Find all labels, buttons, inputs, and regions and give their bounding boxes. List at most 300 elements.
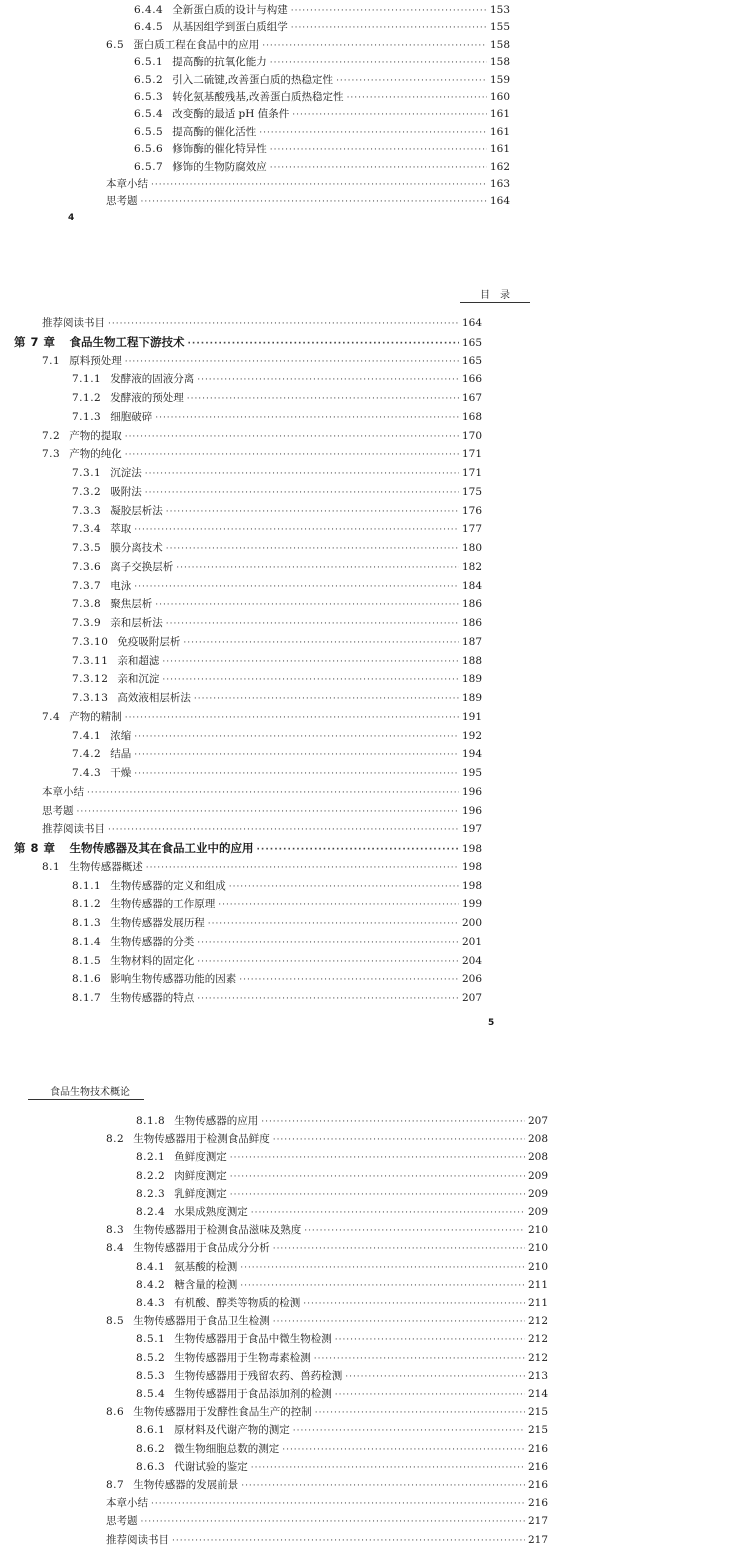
toc-entry[interactable] [42, 804, 482, 818]
toc-entry-title: 有机酸、醇类等物质的检测 [174, 1297, 301, 1309]
leader-dots [162, 655, 459, 669]
toc-entry-page: 189 [461, 673, 482, 685]
toc-entry[interactable] [134, 107, 510, 121]
toc-entry-number: 7.4.3 [72, 767, 102, 779]
leader-dots [151, 178, 487, 192]
toc-entry[interactable] [134, 125, 510, 139]
toc-entry-number: 8.6.3 [136, 1461, 166, 1473]
toc-entry-title: 沉淀法 [110, 467, 142, 479]
toc-entry[interactable] [42, 429, 482, 443]
toc-entry-title: 吸附法 [110, 486, 142, 498]
toc-entry-number: 7.3.4 [72, 523, 102, 535]
leader-dots [176, 561, 459, 575]
leader-dots [273, 1315, 525, 1329]
leader-dots [166, 542, 459, 556]
toc-entry-title: 改变酶的最适 pH 值条件 [172, 108, 290, 120]
leader-dots [336, 74, 487, 88]
leader-dots [251, 1206, 525, 1220]
toc-entry[interactable] [136, 1205, 548, 1219]
leader-dots [261, 1115, 525, 1129]
toc-entry[interactable] [136, 1442, 548, 1456]
toc-entry-page: 191 [461, 711, 482, 723]
leader-dots [303, 1297, 525, 1311]
leader-dots [125, 355, 459, 369]
toc-entry-page: 177 [461, 523, 482, 535]
leader-dots [218, 898, 459, 912]
toc-entry[interactable] [106, 1405, 548, 1419]
toc-entry-title: 原材料及代谢产物的测定 [174, 1424, 290, 1436]
toc-entry-page: 210 [527, 1261, 548, 1273]
toc-entry-number: 7.3.13 [72, 692, 109, 704]
toc-entry[interactable] [136, 1114, 548, 1128]
toc-entry[interactable] [136, 1460, 548, 1474]
toc-entry-title: 发酵液的固液分离 [110, 373, 195, 385]
toc-entry-page: 208 [527, 1151, 548, 1163]
toc-entry[interactable] [72, 972, 482, 986]
toc-chapter-entry[interactable] [14, 841, 482, 855]
toc-entry-page: 175 [461, 486, 482, 498]
toc-entry-number: 7.3.2 [72, 486, 102, 498]
toc-entry-page: 192 [461, 730, 482, 742]
toc-entry-page: 215 [527, 1424, 548, 1436]
leader-dots [197, 955, 459, 969]
toc-entry-page: 216 [527, 1479, 548, 1491]
toc-entry-number: 7.3.12 [72, 673, 109, 685]
leader-dots [293, 1424, 525, 1438]
toc-entry[interactable] [72, 879, 482, 893]
leader-dots [166, 505, 459, 519]
toc-entry[interactable] [136, 1169, 548, 1183]
toc-entry[interactable] [106, 38, 510, 52]
toc-entry[interactable] [42, 822, 482, 836]
toc-entry[interactable] [136, 1387, 548, 1401]
toc-entry-page: 197 [461, 823, 482, 835]
toc-entry-title: 生物传感器的特点 [110, 992, 195, 1004]
toc-entry-number: 8.6.2 [136, 1443, 166, 1455]
leader-dots [141, 195, 487, 209]
toc-entry[interactable] [72, 654, 482, 668]
toc-entry[interactable] [72, 935, 482, 949]
toc-entry-number: 8.4.2 [136, 1279, 166, 1291]
toc-entry-title: 生物传感器用于食品中微生物检测 [174, 1333, 332, 1345]
toc-entry[interactable] [134, 73, 510, 87]
toc-entry-number: 8.2.2 [136, 1170, 166, 1182]
toc-entry-page: 184 [461, 580, 482, 592]
page-number-4: 4 [68, 213, 75, 223]
toc-entry-number: 7.3.8 [72, 598, 102, 610]
toc-entry-title: 提高酶的抗氧化能力 [172, 56, 267, 68]
toc-entry-number: 8.5.2 [136, 1352, 166, 1364]
toc-entry-number: 8.1.3 [72, 917, 102, 929]
leader-dots [134, 580, 459, 594]
toc-entry-page: 182 [461, 561, 482, 573]
leader-dots [270, 161, 487, 175]
toc-entry[interactable] [106, 1314, 548, 1328]
toc-entry-title: 萃取 [110, 523, 132, 535]
leader-dots [134, 730, 459, 744]
toc-entry-page: 189 [461, 692, 482, 704]
toc-entry-page: 160 [489, 91, 510, 103]
toc-entry-title: 思考题 [42, 805, 74, 817]
toc-entry[interactable] [72, 691, 482, 705]
leader-dots [239, 973, 459, 987]
leader-dots [125, 448, 459, 462]
toc-entry[interactable] [136, 1351, 548, 1365]
toc-entry[interactable] [106, 194, 510, 208]
toc-entry-number: 7.3.6 [72, 561, 102, 573]
toc-entry-number: 6.5.3 [134, 91, 164, 103]
leader-dots [194, 692, 459, 706]
leader-dots [187, 392, 459, 406]
toc-entry-title: 生物传感器的分类 [110, 936, 195, 948]
toc-entry-number: 8.5.4 [136, 1388, 166, 1400]
toc-entry[interactable] [106, 1132, 548, 1146]
leader-dots [241, 1479, 525, 1493]
toc-entry-title: 代谢试验的鉴定 [174, 1461, 248, 1473]
toc-entry-title: 肉鲜度测定 [174, 1170, 227, 1182]
leader-dots [347, 91, 487, 105]
toc-entry-number: 7.1.3 [72, 411, 102, 423]
toc-entry[interactable] [106, 1478, 548, 1492]
toc-entry-title: 生物传感器用于食品添加剂的检测 [174, 1388, 332, 1400]
leader-dots [240, 1279, 525, 1293]
toc-entry-page: 198 [461, 880, 482, 892]
toc-entry-page: 212 [527, 1333, 548, 1345]
leader-dots [262, 39, 487, 53]
toc-entry[interactable] [136, 1423, 548, 1437]
toc-entry-number: 8.5.1 [136, 1333, 166, 1345]
toc-entry[interactable] [134, 90, 510, 104]
toc-entry-title: 细胞破碎 [110, 411, 153, 423]
toc-entry-page: 158 [489, 39, 510, 51]
toc-entry-page: 159 [489, 74, 510, 86]
toc-entry-title: 浓缩 [110, 730, 132, 742]
leader-dots [145, 486, 459, 500]
toc-entry-page: 163 [489, 178, 510, 190]
toc-entry[interactable] [136, 1187, 548, 1201]
toc-entry-page: 198 [461, 861, 482, 873]
toc-entry-number: 7.4.2 [72, 748, 102, 760]
leader-dots [230, 1188, 525, 1202]
toc-entry-number: 8.2.1 [136, 1151, 166, 1163]
toc-entry-page: 216 [527, 1497, 548, 1509]
toc-entry[interactable] [134, 20, 510, 34]
leader-dots [335, 1333, 525, 1347]
leader-dots [77, 805, 459, 819]
toc-entry-title: 推荐阅读书目 [106, 1534, 169, 1546]
toc-entry-title: 生物传感器概述 [69, 861, 143, 873]
toc-entry-title: 免疫吸附层析 [117, 636, 181, 648]
toc-entry[interactable] [72, 410, 482, 424]
toc-entry-number: 第 8 章 [14, 841, 56, 855]
leader-dots [197, 373, 459, 387]
toc-entry-page: 212 [527, 1315, 548, 1327]
leader-dots [208, 917, 459, 931]
leader-dots [291, 21, 487, 35]
page-number-5: 5 [488, 1018, 495, 1028]
running-head-book-title: 食品生物技术概论 [28, 1083, 144, 1100]
toc-entry-title: 转化氨基酸残基,改善蛋白质热稳定性 [172, 91, 344, 103]
toc-entry[interactable] [42, 316, 482, 330]
toc-entry[interactable] [72, 635, 482, 649]
toc-entry-page: 186 [461, 617, 482, 629]
toc-entry[interactable] [72, 522, 482, 536]
toc-entry-page: 161 [489, 108, 510, 120]
toc-entry-title: 生物传感器用于检测食品鲜度 [133, 1133, 270, 1145]
toc-entry-page: 217 [527, 1515, 548, 1527]
toc-entry[interactable] [72, 672, 482, 686]
toc-entry-title: 生物传感器用于发酵性食品生产的控制 [133, 1406, 312, 1418]
toc-entry-number: 6.4.4 [134, 4, 164, 16]
toc-entry-page: 164 [489, 195, 510, 207]
toc-entry-title: 本章小结 [106, 1497, 148, 1509]
toc-entry-title: 生物传感器的发展前景 [133, 1479, 239, 1491]
leader-dots [315, 1406, 525, 1420]
toc-entry-number: 8.4.3 [136, 1297, 166, 1309]
leader-dots [197, 936, 459, 950]
toc-entry-title: 思考题 [106, 195, 138, 207]
toc-entry-title: 高效液相层析法 [117, 692, 191, 704]
toc-entry-title: 生物材料的固定化 [110, 955, 195, 967]
toc-entry-number: 7.2 [42, 430, 61, 442]
toc-entry-page: 201 [461, 936, 482, 948]
toc-entry-page: 171 [461, 448, 482, 460]
toc-entry-page: 166 [461, 373, 482, 385]
toc-entry[interactable] [72, 616, 482, 630]
toc-entry-page: 210 [527, 1242, 548, 1254]
toc-entry-number: 第 7 章 [14, 335, 56, 349]
toc-entry-number: 7.3.7 [72, 580, 102, 592]
toc-entry[interactable] [72, 916, 482, 930]
toc-entry-page: 161 [489, 143, 510, 155]
leader-dots [197, 992, 459, 1006]
toc-entry-title: 生物传感器的应用 [174, 1115, 259, 1127]
toc-entry[interactable] [72, 504, 482, 518]
running-head-contents: 目 录 [460, 286, 530, 303]
toc-entry[interactable] [136, 1369, 548, 1383]
toc-entry-title: 亲和层析法 [110, 617, 163, 629]
toc-entry-number: 8.2.4 [136, 1206, 166, 1218]
toc-entry-page: 213 [527, 1370, 548, 1382]
toc-entry[interactable] [72, 597, 482, 611]
toc-entry-title: 提高酶的催化活性 [172, 126, 257, 138]
toc-entry[interactable] [136, 1332, 548, 1346]
toc-entry-title: 原料预处理 [69, 355, 122, 367]
toc-entry-title: 本章小结 [42, 786, 84, 798]
toc-entry-number: 8.2.3 [136, 1188, 166, 1200]
toc-entry[interactable] [134, 142, 510, 156]
toc-entry-title: 水果成熟度测定 [174, 1206, 248, 1218]
toc-entry-title: 产物的提取 [69, 430, 122, 442]
toc-entry-number: 8.5.3 [136, 1370, 166, 1382]
toc-entry[interactable] [72, 729, 482, 743]
toc-entry[interactable] [106, 177, 510, 191]
toc-entry-number: 7.4.1 [72, 730, 102, 742]
toc-entry-page: 164 [461, 317, 482, 329]
toc-entry-number: 8.1.4 [72, 936, 102, 948]
toc-entry-page: 216 [527, 1443, 548, 1455]
toc-entry[interactable] [72, 954, 482, 968]
leader-dots [240, 1261, 525, 1275]
toc-entry-title: 发酵液的预处理 [110, 392, 184, 404]
toc-entry-page: 196 [461, 805, 482, 817]
toc-entry[interactable] [72, 466, 482, 480]
leader-dots [87, 786, 459, 800]
toc-entry[interactable] [106, 1241, 548, 1255]
toc-entry-number: 7.3.5 [72, 542, 102, 554]
toc-entry-page: 170 [461, 430, 482, 442]
toc-entry-page: 196 [461, 786, 482, 798]
toc-entry-page: 200 [461, 917, 482, 929]
toc-entry-title: 推荐阅读书目 [42, 823, 105, 835]
toc-entry-title: 全新蛋白质的设计与构建 [172, 4, 288, 16]
toc-entry[interactable] [106, 1223, 548, 1237]
toc-entry-page: 214 [527, 1388, 548, 1400]
toc-entry[interactable] [42, 447, 482, 461]
toc-entry-title: 生物传感器用于食品成分分析 [133, 1242, 270, 1254]
leader-dots [335, 1388, 525, 1402]
leader-dots [291, 4, 487, 18]
leader-dots [270, 56, 487, 70]
toc-entry-number: 8.1.5 [72, 955, 102, 967]
toc-entry[interactable] [72, 747, 482, 761]
toc-entry[interactable] [42, 785, 482, 799]
leader-dots [230, 1151, 525, 1165]
leader-dots [314, 1352, 525, 1366]
toc-entry-page: 168 [461, 411, 482, 423]
toc-entry[interactable] [136, 1296, 548, 1310]
toc-entry[interactable] [72, 579, 482, 593]
toc-entry-title: 生物传感器用于检测食品滋味及熟度 [133, 1224, 302, 1236]
toc-entry-page: 165 [461, 337, 482, 349]
toc-entry-page: 165 [461, 355, 482, 367]
toc-entry-title: 从基因组学到蛋白质组学 [172, 21, 288, 33]
toc-entry-title: 离子交换层析 [110, 561, 174, 573]
toc-entry[interactable] [72, 766, 482, 780]
leader-dots [345, 1370, 525, 1384]
toc-entry[interactable] [72, 541, 482, 555]
toc-entry-page: 171 [461, 467, 482, 479]
toc-entry-page: 204 [461, 955, 482, 967]
toc-entry-number: 7.3 [42, 448, 61, 460]
toc-entry[interactable] [72, 560, 482, 574]
toc-entry[interactable] [136, 1260, 548, 1274]
toc-entry-number: 8.2 [106, 1133, 125, 1145]
toc-entry-title: 生物传感器用于食品卫生检测 [133, 1315, 270, 1327]
toc-entry-title: 电泳 [110, 580, 132, 592]
toc-entry[interactable] [106, 1533, 548, 1547]
toc-entry-number: 8.4.1 [136, 1261, 166, 1273]
toc-entry[interactable] [134, 55, 510, 69]
toc-entry-title: 膜分离技术 [110, 542, 163, 554]
toc-entry[interactable] [72, 372, 482, 386]
toc-entry[interactable] [134, 160, 510, 174]
toc-entry[interactable] [106, 1514, 548, 1528]
leader-dots [183, 636, 459, 650]
toc-entry-title: 蛋白质工程在食品中的应用 [133, 39, 260, 51]
toc-entry[interactable] [72, 991, 482, 1005]
toc-entry-title: 产物的纯化 [69, 448, 122, 460]
toc-entry[interactable] [134, 3, 510, 17]
leader-dots [257, 843, 459, 857]
leader-dots [188, 337, 459, 351]
toc-entry[interactable] [72, 485, 482, 499]
leader-dots [108, 317, 459, 331]
toc-entry[interactable] [42, 354, 482, 368]
toc-entry-number: 7.1.1 [72, 373, 102, 385]
toc-entry-page: 210 [527, 1224, 548, 1236]
toc-entry-number: 6.5.4 [134, 108, 164, 120]
toc-entry[interactable] [72, 897, 482, 911]
leader-dots [292, 108, 487, 122]
toc-entry-title: 鱼鲜度测定 [174, 1151, 227, 1163]
leader-dots [134, 748, 459, 762]
toc-entry-title: 凝胶层析法 [110, 505, 163, 517]
toc-entry-title: 生物传感器的定义和组成 [110, 880, 226, 892]
toc-entry-number: 8.5 [106, 1315, 125, 1327]
leader-dots [166, 617, 459, 631]
toc-entry-number: 6.5 [106, 39, 125, 51]
leader-dots [259, 126, 487, 140]
toc-entry-title: 聚焦层析 [110, 598, 153, 610]
leader-dots [282, 1443, 525, 1457]
toc-entry-title: 思考题 [106, 1515, 138, 1527]
toc-entry-page: 194 [461, 748, 482, 760]
leader-dots [125, 711, 459, 725]
toc-entry-page: 161 [489, 126, 510, 138]
leader-dots [155, 411, 459, 425]
toc-entry-number: 8.6.1 [136, 1424, 166, 1436]
toc-entry-number: 6.5.6 [134, 143, 164, 155]
toc-entry[interactable] [106, 1496, 548, 1510]
toc-entry[interactable] [72, 391, 482, 405]
leader-dots [304, 1224, 525, 1238]
toc-entry-number: 7.3.1 [72, 467, 102, 479]
toc-entry-title: 亲和沉淀 [117, 673, 160, 685]
toc-entry[interactable] [136, 1150, 548, 1164]
toc-entry-page: 211 [527, 1279, 548, 1291]
toc-chapter-entry[interactable] [14, 335, 482, 349]
leader-dots [230, 1170, 525, 1184]
leader-dots [273, 1133, 525, 1147]
toc-entry-title: 修饰的生物防腐效应 [172, 161, 267, 173]
toc-entry-number: 7.3.9 [72, 617, 102, 629]
toc-entry-title: 修饰酶的催化特异性 [172, 143, 267, 155]
toc-entry-page: 207 [461, 992, 482, 1004]
toc-entry-title: 影响生物传感器功能的因素 [110, 973, 237, 985]
toc-entry-number: 6.5.1 [134, 56, 164, 68]
toc-entry-number: 6.5.7 [134, 161, 164, 173]
toc-entry[interactable] [136, 1278, 548, 1292]
toc-entry-number: 8.4 [106, 1242, 125, 1254]
toc-entry-number: 7.3.10 [72, 636, 109, 648]
toc-entry-number: 8.3 [106, 1224, 125, 1236]
toc-entry[interactable] [42, 710, 482, 724]
leader-dots [155, 598, 459, 612]
leader-dots [162, 673, 459, 687]
leader-dots [108, 823, 459, 837]
toc-entry-number: 6.4.5 [134, 21, 164, 33]
toc-entry-page: 216 [527, 1461, 548, 1473]
toc-entry-number: 8.1.8 [136, 1115, 166, 1127]
leader-dots [151, 1497, 525, 1511]
toc-entry[interactable] [42, 860, 482, 874]
toc-entry-page: 187 [461, 636, 482, 648]
toc-entry-page: 176 [461, 505, 482, 517]
leader-dots [134, 523, 459, 537]
toc-entry-page: 153 [489, 4, 510, 16]
toc-entry-page: 186 [461, 598, 482, 610]
